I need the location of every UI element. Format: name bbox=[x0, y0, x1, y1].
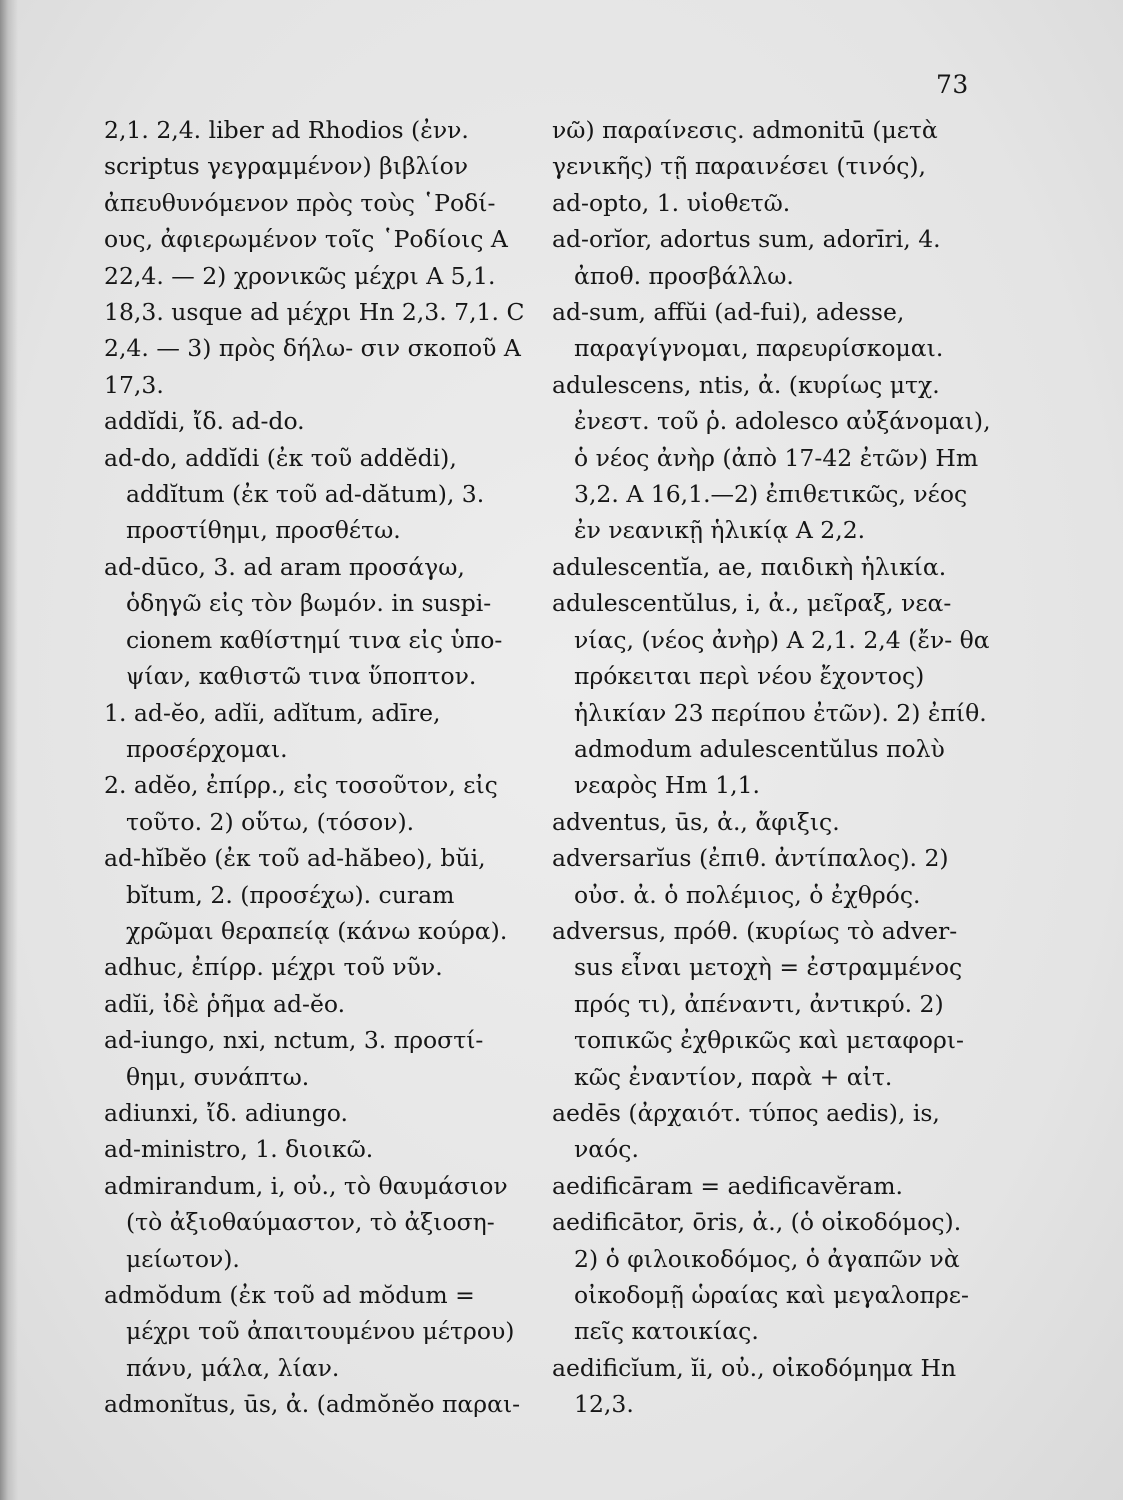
entry-ad-hibeo: ad-hĭbĕo (ἐκ τοῦ ad-hăbeo), bŭi, bĭtum, 2. (προσέχω). curam χρῶμαι θεραπείᾳ (κάνω κούρα). bbox=[104, 844, 508, 945]
entry-adhuc: adhuc, ἐπίρρ. μέχρι τοῦ νῦν. bbox=[104, 953, 443, 982]
entry-ad-ministro: ad-ministro, 1. διοικῶ. bbox=[104, 1135, 374, 1164]
entry-ad-duco: ad-dūco, 3. ad aram προσάγω, ὁδηγῶ εἰς τὸν βωμόν. in suspi- cionem καθίστημί τινα εἰς ὑπο- ψίαν, καθιστῶ τινα ὕποπτον. bbox=[104, 552, 503, 691]
entry-continuation-ad: 2,1. 2,4. liber ad Rhodios (ἐνν. scriptus γεγραμμένον) βιβλίον ἀπευθυνόμενον πρὸς τοὺς ῾Ροδί- ους, ἀφιερωμένον τοῖς ῾Ροδίοις A 22,4. — 2) χρονικῶς μέχρι A 5,1. 18,3. usque ad μέχρι Hn 2,3. 7,1. C 2,4. — 3) πρὸς δήλω- σιν σκοποῦ A 17,3. bbox=[104, 116, 525, 399]
entry-aedificator: aedificātor, ōris, ἀ., (ὁ οἰκοδόμος). 2) ὁ φιλοικοδόμος, ὁ ἀγαπῶν νὰ οἰκοδομῇ ὡραίας καὶ μεγαλοπρε- πεῖς κατοικίας. bbox=[552, 1208, 969, 1346]
entry-aedificaram: aedificāram = aedificavĕram. bbox=[552, 1171, 903, 1200]
left-column bbox=[104, 112, 544, 1423]
entry-continuation-admonitus: νῶ) παραίνεσις. admonitū (μετὰ γενικῆς) τῇ παραινέσει (τινός), bbox=[552, 116, 938, 181]
entry-ad-opto: ad-opto, 1. υἱοθετῶ. bbox=[552, 188, 791, 217]
book-spine-shadow bbox=[0, 0, 18, 1500]
entry-admirandum: admirandum, i, οὐ., τὸ θαυμάσιον (τὸ ἀξιοθαύμαστον, τὸ ἀξιοση- μείωτον). bbox=[104, 1171, 508, 1273]
entry-ad-do: ad-do, addĭdi (ἐκ τοῦ addĕdi), addĭtum (ἐκ τοῦ ad-dătum), 3. προστίθημι, προσθέτω. bbox=[104, 443, 485, 545]
entry-addidi: addĭdi, ἴδ. ad-do. bbox=[104, 407, 305, 436]
entry-admodum: admŏdum (ἐκ τοῦ ad mŏdum = μέχρι τοῦ ἀπαιτουμένου μέτρου) πάνυ, μάλα, λίαν. bbox=[104, 1281, 515, 1382]
entry-aedes: aedēs (ἀρχαιότ. τύπος aedis), is, ναός. bbox=[552, 1098, 940, 1164]
entry-adulescentia: adulescentĭa, ae, παιδικὴ ἡλικία. bbox=[552, 552, 947, 581]
entry-adulescentulus: adulescentŭlus, i, ἀ., μεῖραξ, νεα- νίας, (νέος ἀνὴρ) A 2,1. 2,4 (ἔν- θα πρόκειται περὶ νέου ἔχοντος) ἡλικίαν 23 περίπου ἐτῶν). 2) ἐπίθ. admodum adulescentŭlus πολὺ νεαρὸς Hm 1,1. bbox=[552, 589, 990, 800]
entry-ad-sum: ad-sum, affŭi (ad-fui), adesse, παραγίγνομαι, παρευρίσκομαι. bbox=[552, 298, 944, 363]
entry-ad-iungo: ad-iungo, nxi, nctum, 3. προστί- θημι, συνάπτω. bbox=[104, 1026, 484, 1091]
entry-ad-eo-1: 1. ad-ĕo, adĭi, adĭtum, adīre, προσέρχομαι. bbox=[104, 698, 441, 763]
page-number: 73 bbox=[936, 70, 969, 99]
entry-adii: adĭi, ἰδὲ ῥῆμα ad-ĕo. bbox=[104, 989, 346, 1018]
entry-adversarius: adversarĭus (ἐπιθ. ἀντίπαλος). 2) οὐσ. ἀ. ὁ πολέμιος, ὁ ἐχθρός. bbox=[552, 844, 949, 909]
entry-adeo-2: 2. adĕo, ἐπίρρ., εἰς τοσοῦτον, εἰς τοῦτο. 2) οὕτω, (τόσον). bbox=[104, 771, 498, 836]
entry-adiunxi: adiunxi, ἴδ. adiungo. bbox=[104, 1098, 348, 1127]
entry-adulescens: adulescens, ntis, ἀ. (κυρίως μτχ. ἐνεστ. τοῦ ῥ. adolesco αὐξάνομαι), ὁ νέος ἀνὴρ (ἀπὸ 17-42 ἐτῶν) Hm 3,2. A 16,1.—2) ἐπιθετικῶς, νέος ἐν νεανικῇ ἡλικίᾳ A 2,2. bbox=[552, 370, 991, 545]
entry-adversus: adversus, πρόθ. (κυρίως τὸ adver- sus εἶναι μετοχὴ = ἐστραμμένος πρός τι), ἀπέναντι, ἀντικρύ. 2) τοπικῶς ἐχθρικῶς καὶ μεταφορι- κῶς ἐναντίον, παρὰ + αἰτ. bbox=[552, 916, 964, 1091]
entry-ad-orior: ad-orĭor, adortus sum, adorīri, 4. ἀποθ. προσβάλλω. bbox=[552, 225, 941, 290]
entry-adventus: adventus, ūs, ἀ., ἄφιξις. bbox=[552, 807, 840, 836]
entry-aedificium: aedificĭum, ĭi, οὐ., οἰκοδόμημα Hn 12,3. bbox=[552, 1353, 957, 1419]
right-column bbox=[552, 112, 992, 1423]
entry-admonitus: admonĭtus, ūs, ἀ. (admŏnĕo παραι- bbox=[104, 1390, 521, 1419]
